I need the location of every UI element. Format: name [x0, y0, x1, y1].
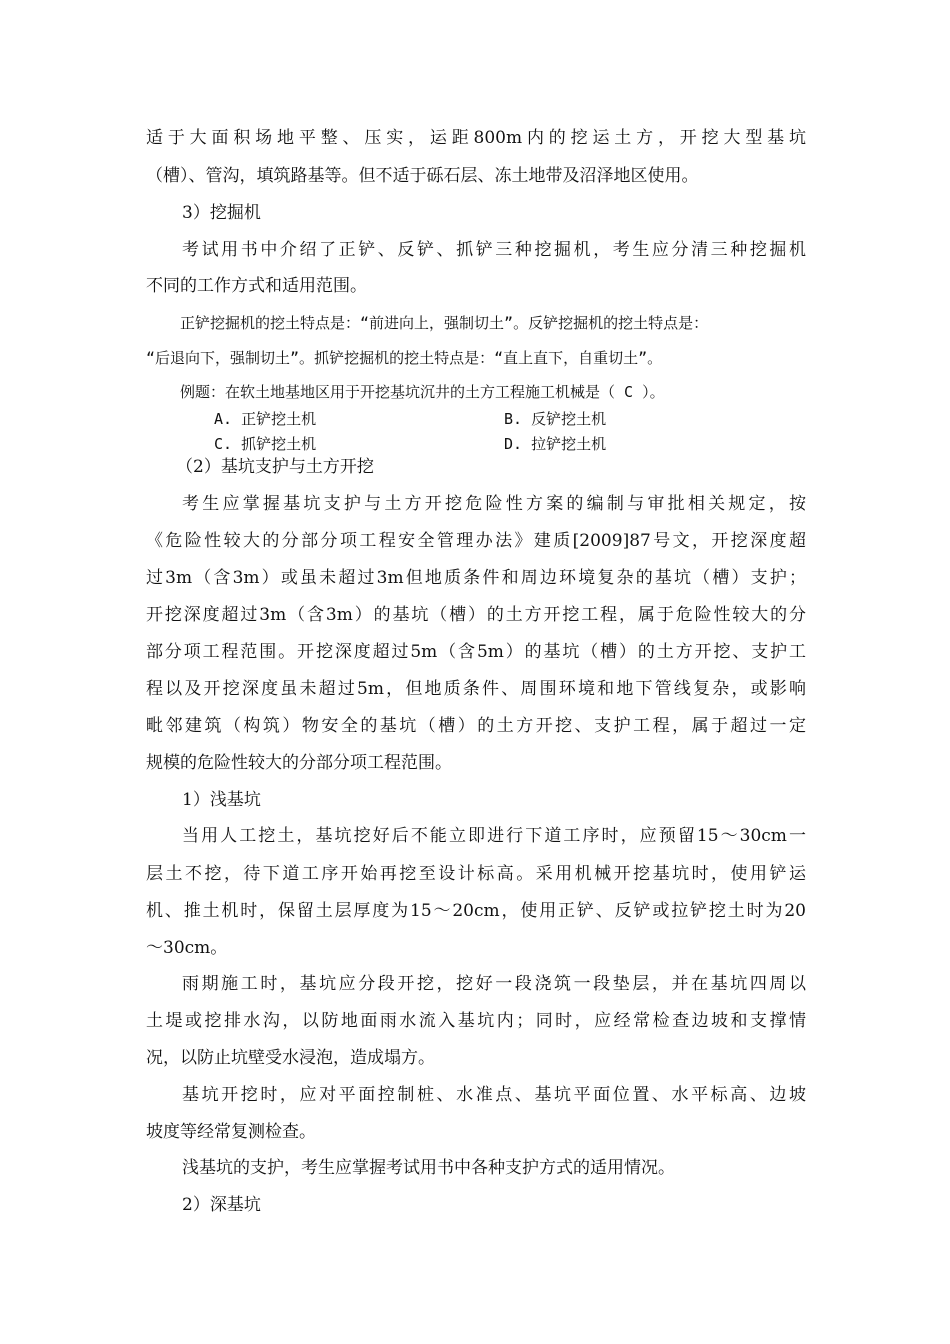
- text-line: 坡度等经常复测检查。: [146, 1122, 316, 1142]
- section-heading: （2）基坑支护与土方开挖: [176, 457, 374, 477]
- option-b: B. 反铲挖土机: [504, 410, 607, 428]
- section-heading: 1）浅基坑: [182, 790, 261, 810]
- text-line: 开挖深度超过3m（含3m）的基坑（槽）的土方开挖工程，属于危险性较大的分: [146, 605, 806, 625]
- text-line: 考生应掌握基坑支护与土方开挖危险性方案的编制与审批相关规定，按: [182, 494, 806, 514]
- option-a: A. 正铲挖土机: [214, 410, 317, 428]
- text-line: 程以及开挖深度虽未超过5m，但地质条件、周围环境和地下管线复杂，或影响: [146, 679, 806, 699]
- text-line: 部分项工程范围。开挖深度超过5m（含5m）的基坑（槽）的土方开挖、支护工: [146, 642, 806, 662]
- text-line: 过3m（含3m）或虽未超过3m但地质条件和周边环境复杂的基坑（槽）支护；: [146, 568, 806, 588]
- text-line: 适于大面积场地平整、压实，运距800m内的挖运土方，开挖大型基坑: [146, 128, 806, 148]
- example-question: 例题：在软土地基地区用于开挖基坑沉井的土方工程施工机械是（ C ）。: [180, 383, 665, 401]
- text-line: 况，以防止坑壁受水浸泡，造成塌方。: [146, 1048, 435, 1068]
- text-line: 毗邻建筑（构筑）物安全的基坑（槽）的土方开挖、支护工程，属于超过一定: [146, 716, 806, 736]
- option-d: D. 拉铲挖土机: [504, 435, 607, 453]
- text-line: 层土不挖，待下道工序开始再挖至设计标高。采用机械开挖基坑时，使用铲运: [146, 864, 806, 884]
- text-line: 规模的危险性较大的分部分项工程范围。: [146, 753, 452, 773]
- section-heading: 2）深基坑: [182, 1195, 261, 1215]
- text-line: 浅基坑的支护，考生应掌握考试用书中各种支护方式的适用情况。: [182, 1158, 675, 1178]
- text-line: 基坑开挖时，应对平面控制桩、水准点、基坑平面位置、水平标高、边坡: [182, 1085, 806, 1105]
- text-line: 不同的工作方式和适用范围。: [146, 276, 367, 296]
- text-line: ～30cm。: [146, 938, 228, 958]
- section-heading: 3）挖掘机: [182, 203, 261, 223]
- feature-line: 正铲挖掘机的挖土特点是：“前进向上，强制切土”。反铲挖掘机的挖土特点是：: [180, 314, 709, 332]
- option-c: C. 抓铲挖土机: [214, 435, 317, 453]
- text-line: 机、推土机时，保留土层厚度为15～20cm，使用正铲、反铲或拉铲挖土时为20: [146, 901, 806, 921]
- text-line: 考试用书中介绍了正铲、反铲、抓铲三种挖掘机，考生应分清三种挖掘机: [182, 240, 806, 260]
- text-line: 土堤或挖排水沟，以防地面雨水流入基坑内；同时，应经常检查边坡和支撑情: [146, 1011, 806, 1031]
- text-line: （槽）、管沟，填筑路基等。但不适于砾石层、冻土地带及沼泽地区使用。: [146, 166, 699, 186]
- text-line: 雨期施工时，基坑应分段开挖，挖好一段浇筑一段垫层，并在基坑四周以: [182, 974, 806, 994]
- feature-line: “后退向下，强制切土”。抓铲挖掘机的挖土特点是：“直上直下，自重切土”。: [146, 349, 663, 367]
- text-line: 《危险性较大的分部分项工程安全管理办法》建质[2009]87号文，开挖深度超: [146, 531, 806, 551]
- text-line: 当用人工挖土，基坑挖好后不能立即进行下道工序时，应预留15～30cm一: [182, 826, 806, 846]
